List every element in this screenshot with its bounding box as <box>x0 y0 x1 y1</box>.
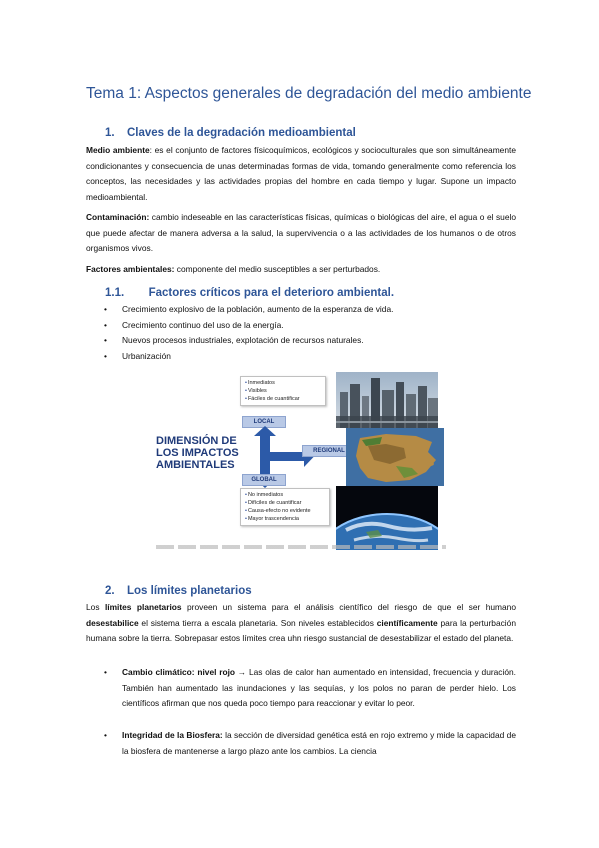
arrow-right-icon: → <box>235 667 249 677</box>
local-tag: LOCAL <box>242 416 286 428</box>
bullet-icon: • <box>104 730 107 740</box>
section-1-1-number: 1.1. <box>105 287 125 299</box>
section-1-1-title: Factores críticos para el deterioro ambiental. <box>148 287 395 299</box>
section-1-heading <box>105 127 356 139</box>
environmental-impacts-figure <box>146 372 444 550</box>
global-tag: GLOBAL <box>242 474 286 486</box>
figure-title: DIMENSIÓN DE LOS IMPACTOS AMBIENTALES <box>156 435 239 471</box>
section-2-title: Los límites planetarios <box>127 585 252 597</box>
section-1-1-heading <box>105 287 394 299</box>
local-characteristics-box: • Inmediatos • Visibles • Fáciles de cuantificar <box>240 376 326 406</box>
figure-caption <box>156 545 446 549</box>
city-skyline-image <box>336 372 438 428</box>
term-contaminacion: Contaminación: <box>86 212 150 222</box>
term-medio-ambiente: Medio ambiente <box>86 145 150 155</box>
regional-tag: REGIONAL <box>302 445 356 457</box>
paragraph-contaminacion <box>86 210 516 257</box>
bullet-icon: • <box>104 320 107 330</box>
bullet-icon: • <box>104 304 107 314</box>
term-factores-ambientales: Factores ambientales: <box>86 264 175 274</box>
paragraph-factores-ambientales <box>86 262 516 278</box>
paragraph-limites-planetarios: Los límites planetarios proveen un sistema para el análisis científico del riesgo de que el ser humano desestabilice el sistema tierra a escala planetaria. Son niveles establecidos científicamente para la perturbación humana sobre la tierra. Sobrepasar estos límites crea uhn riesgo sustancial de desestabilizar el estado del planeta. <box>86 602 516 644</box>
bullet-icon: • <box>104 335 107 345</box>
section-1-title: Claves de la degradación medioambiental <box>127 127 356 139</box>
earth-globe-image <box>336 486 438 550</box>
section-2-heading <box>105 585 252 597</box>
text-contaminacion: cambio indeseable en las características físicas, químicas o biológicas del aire, el agua o el suelo que puede afectar de manera adversa a la salud, la supervivencia o a las actividades de los humanos o de otros organismos vivos. <box>86 212 516 254</box>
list-item-integridad-biosfera: • Integridad de la Biosfera: la sección de diversidad genética está en rojo extremo y mide la capacidad de la biosfera de mantenerse a largo plazo ante los cambios. La ciencia <box>104 730 516 756</box>
list-item-cambio-climatico: • Cambio climático: nivel rojo → Las olas de calor han aumentado en intensidad, frecuencia y duración. También han aumentado las inundaciones y las sequías, y los polos no paran de perder hielo. Los científicos afirman que nos queda poco tiempo para reaccionar y evitar lo peor. <box>104 667 516 709</box>
text-factores-ambientales: componente del medio susceptibles a ser perturbados. <box>174 264 381 274</box>
section-1-number: 1. <box>105 127 115 139</box>
document-title: Tema 1: Aspectos generales de degradación del medio ambiente <box>86 85 532 102</box>
global-characteristics-box: • No inmediatos • Difíciles de cuantificar • Causa-efecto no evidente • Mayor trascendencia <box>240 488 330 526</box>
paragraph-medio-ambiente <box>86 143 516 206</box>
document-page: Tema 1: Aspectos generales de degradación del medio ambiente 1. Claves de la degradación medioambiental Medio ambiente: es el conjunto de factores físicoquímicos, ecológicos y socioculturales que son simultáneamente condicionantes y consecuencia de unas determinadas formas de vida, tomando generalmente como referencia los conceptos, las necesidades y las actividades propias del hombre en cada tiempo y lugar. Supone un impacto medioambiental. Contaminación: cambio indeseable en las características físicas, químicas o biológicas del aire, el agua o el suelo que puede afectar de manera adversa a la salud, la supervivencia o a las actividades de los humanos o de otros organismos vivos. Factores ambientales: componente del medio susceptibles a ser perturbados. 1.1. Factores críticos para el deterioro ambiental. • Crecimiento explosivo de la población, aumento de la esperanza de vida. • Crecimiento continuo del uso de la energía. • Nuevos procesos industriales, explotación de recursos naturales. • Urbanización DIMENSIÓN DE LOS IMPACTOS AMBIENTALES • Inmediatos • Visibles • Fáciles de cuantificar LOCAL REGIONAL GLOBAL • No inmediatos • Difíciles de cuantificar • Causa-efecto no evidente • Mayor trascendencia 2. Los límites planetarios Los límites planetarios proveen un sistema para el análisis científico del riesgo de que el ser humano desestabilice el sistema tierra a escala planetaria. Son niveles establecidos científicamente para la perturbación humana sobre la tierra. Sobrepasar estos límites crea uhn riesgo sustancial de desestabilizar el estado del planeta. • Cambio climático: nivel rojo → Las olas de calor han aumentado en intensidad, frecuencia y duración. También han aumentado las inundaciones y las sequías, y los polos no paran de perder hielo. Los científicos afirman que nos queda poco tiempo para reaccionar y evitar lo peor. • Integridad de la Biosfera: la sección de diversidad genética está en rojo extremo y mide la capacidad de la biosfera de mantenerse a largo plazo ante los cambios. La ciencia <box>0 0 599 848</box>
section-2-number: 2. <box>105 585 115 597</box>
bullet-icon: • <box>104 351 107 361</box>
text-medio-ambiente: : es el conjunto de factores físicoquímicos, ecológicos y socioculturales que son simultáneamente condicionantes y consecuencia de unas determinadas formas de vida, tomando generalmente como referencia los conceptos, las necesidades y las actividades propias del hombre en cada tiempo y lugar. Supone un impacto medioambiental. <box>86 145 516 203</box>
spain-map-image <box>346 428 444 486</box>
bullet-icon: • <box>104 667 107 677</box>
